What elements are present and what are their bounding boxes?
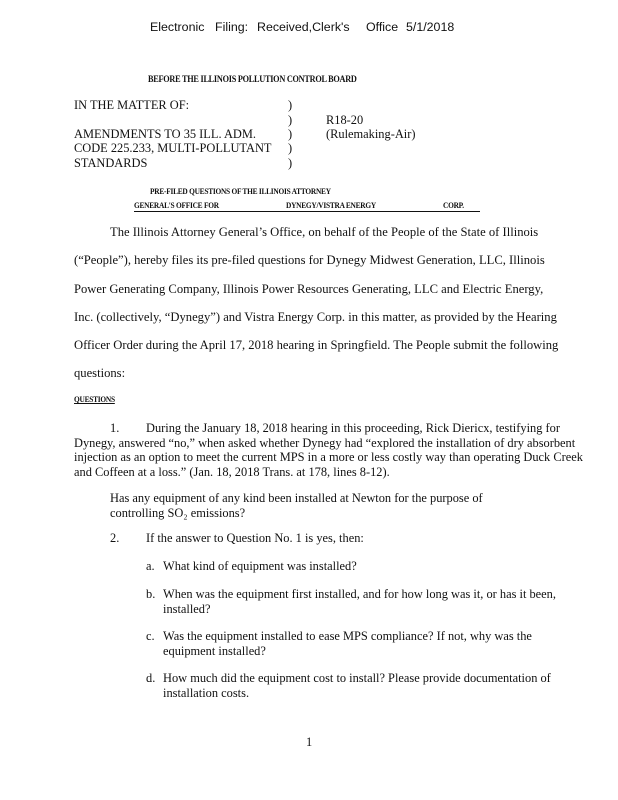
caption-line3: CODE 225.233, MULTI-POLLUTANT	[74, 141, 272, 155]
caption-paren: )	[288, 127, 293, 141]
q2-sub-d: How much did the equipment cost to install? Please provide documentation of installation costs.	[163, 671, 551, 700]
caption-line2: AMENDMENTS TO 35 ILL. ADM.	[74, 127, 256, 141]
q1-number: 1.	[110, 421, 120, 435]
header-filing: Filing:	[215, 20, 249, 34]
questions-heading: QUESTIONS	[74, 394, 115, 404]
caption-paren: )	[288, 156, 293, 170]
header-received: Received,Clerk's	[257, 20, 350, 34]
doc-title-line1: PRE-FILED QUESTIONS OF THE ILLINOIS ATTORNEY	[150, 186, 331, 196]
doc-title-line2c: CORP.	[443, 200, 464, 210]
q2-sub-b: When was the equipment first installed, and for how long was it, or has it been, installed?	[163, 587, 556, 616]
header-date: 5/1/2018	[406, 20, 455, 34]
intro-line: questions:	[74, 366, 126, 380]
q2-sub-a: What kind of equipment was installed?	[163, 559, 357, 573]
docket-number: R18-20	[326, 113, 364, 127]
q2-sub-c: Was the equipment installed to ease MPS compliance? If not, why was the equipment installed?	[163, 629, 532, 658]
page-number: 1	[306, 735, 313, 749]
doc-title-line2b: DYNEGY/VISTRA ENERGY	[286, 200, 376, 210]
q2-letter: c.	[146, 629, 155, 643]
doc-title-line2a: GENERAL'S OFFICE FOR	[134, 200, 219, 210]
header-office: Office	[366, 20, 399, 34]
intro-line: The Illinois Attorney General’s Office, on behalf of the People of the State of Illinois	[110, 225, 539, 239]
board-title: BEFORE THE ILLINOIS POLLUTION CONTROL BOARD	[148, 74, 357, 85]
header-electronic: Electronic	[150, 20, 205, 34]
doc-title-underline	[134, 211, 480, 212]
caption-paren: )	[288, 98, 293, 112]
q2-letter: a.	[146, 559, 155, 573]
q2-text: If the answer to Question No. 1 is yes, then:	[146, 531, 364, 545]
caption-paren: )	[288, 113, 293, 127]
caption-line4: STANDARDS	[74, 156, 148, 170]
intro-line: Inc. (collectively, “Dynegy”) and Vistra Energy Corp. in this matter, as provided by the Hearing	[74, 310, 557, 324]
q1-text-body: During the January 18, 2018 hearing in this proceeding, Rick Diericx, testifying for Dynegy, answered “no,” when asked whether Dynegy had “explored the installation of dry absorbent injection as an option to meet the current MPS in a more or less costly way than operating Duck Creek and Coffeen at a loss.” (Jan. 18, 2018 Trans. at 178, lines 8-12).	[74, 421, 583, 479]
q1-follow-up: Has any equipment of any kind been installed at Newton for the purpose of controlling SO₂ emissions?	[110, 491, 483, 520]
intro-line: (“People”), hereby files its pre-filed questions for Dynegy Midwest Generation, LLC, Illinois	[74, 253, 545, 267]
caption-matter: IN THE MATTER OF:	[74, 98, 190, 112]
rulemaking-type: (Rulemaking-Air)	[326, 127, 416, 141]
q2-letter: d.	[146, 671, 156, 685]
intro-line: Officer Order during the April 17, 2018 hearing in Springfield. The People submit the following	[74, 338, 559, 352]
q1-text	[74, 421, 602, 479]
caption-paren: )	[288, 141, 293, 155]
q2-number: 2.	[110, 531, 120, 545]
q2-letter: b.	[146, 587, 156, 601]
intro-line: Power Generating Company, Illinois Power Resources Generating, LLC and Electric Energy,	[74, 282, 544, 296]
